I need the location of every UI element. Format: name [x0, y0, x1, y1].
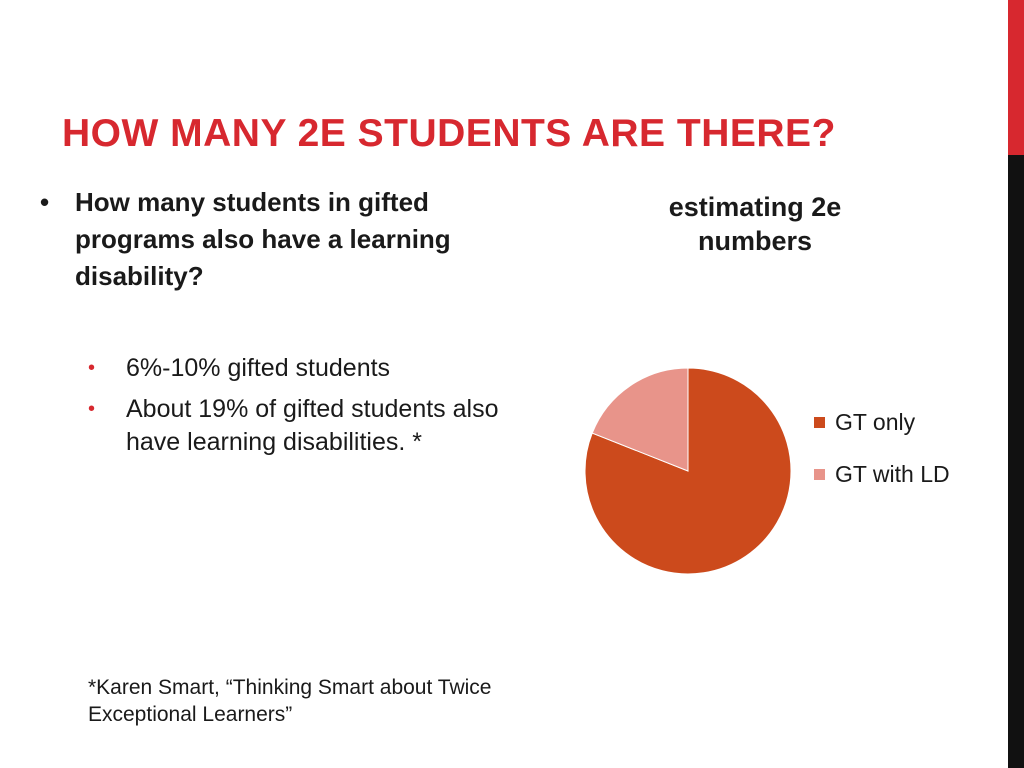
sub-bullet-text: 6%-10% gifted students — [126, 354, 391, 382]
bullet-dot: • — [88, 398, 96, 420]
accent-bar-bottom — [1008, 155, 1024, 768]
sub-bullet-text: About 19% of gifted students also have learning disabilities. * — [126, 395, 499, 456]
chart-legend — [814, 408, 964, 512]
legend-item-gt-only — [814, 408, 964, 436]
legend-label: GT with LD — [835, 461, 950, 487]
sub-bullet — [88, 352, 538, 385]
sub-bullet — [88, 393, 538, 459]
pie-chart — [580, 362, 800, 582]
legend-item-gt-with-ld — [814, 460, 964, 488]
bullet-dot: • — [88, 357, 96, 379]
legend-label: GT only — [835, 409, 916, 435]
legend-swatch-gt-with-ld — [814, 469, 825, 480]
main-bullet — [40, 184, 530, 295]
accent-bar-top — [1008, 0, 1024, 155]
chart-title: estimating 2e numbers — [668, 192, 842, 256]
legend-swatch-gt-only — [814, 417, 825, 428]
main-bullet-text: How many students in gifted programs also have a learning disability? — [75, 187, 451, 291]
bullet-dot: • — [40, 187, 50, 217]
slide-title: HOW MANY 2E STUDENTS ARE THERE? — [62, 112, 836, 155]
footnote: *Karen Smart, “Thinking Smart about Twice Exceptional Learners” — [88, 676, 492, 726]
sub-bullet-list — [88, 352, 538, 467]
